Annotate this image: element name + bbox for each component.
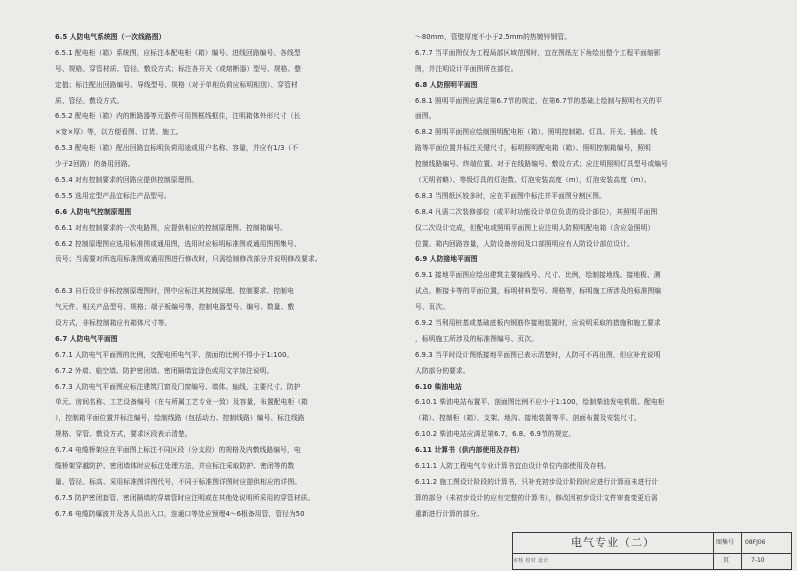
text-line: 算的部分（未初步设计的应有完整的计算书），修改因初步设计文件审查变更后需 xyxy=(415,493,658,502)
text-line: 6.9.3 当平时设计图纸接地平面图已表示清楚时，人防可不再出图，但应补充说明 xyxy=(415,350,661,359)
section-heading: 6.10 柴油电站 xyxy=(415,382,462,391)
text-line: 6.8.2 照明平面图应绘制照明配电柜（箱）、照明控制箱、灯具、开关、插座、线 xyxy=(415,128,658,137)
section-heading: 6.9 人防接地平面图 xyxy=(415,255,478,264)
text-line: 6.7.7 当平面图仅为工程局部区域范围时，宜在图纸左下角绘出整个工程平面缩影 xyxy=(415,48,661,57)
text-line: 图，并注明设计平面图所在部位。 xyxy=(415,64,518,73)
text-line: 缆桥架穿越防护、密闭墙体时应标注处理方法，并应标注采取防护、密闭等的数 xyxy=(55,462,295,471)
text-line: 6.8.3 当图纸区较多时，应在平面图中标注并平面图分割区图。 xyxy=(415,191,606,200)
text-line: ～80mm，管壁厚度不小于2.5mm的热镀锌钢管。 xyxy=(415,33,571,41)
text-line: 质、管径、敷设方式。 xyxy=(55,96,124,105)
text-line: （无明省略）、等级灯具的灯泡数、灯泡安装高度（m），灯泡安装高度（m）。 xyxy=(415,176,651,185)
text-line: 6.5.3 配电柜（箱）配出回路宜标明负荷用途或用户名称、容量，并应有1/3（不 xyxy=(55,144,299,153)
signoff-row: 审核 校对 设计 xyxy=(513,558,549,564)
text-line: 量、管径、标高、采用标准图详图代号，不同于标准图详图时应提供相应的详图。 xyxy=(55,477,302,486)
text-line: 定值；标注配出回路编号、导线型号、规格（对于单相负荷应标明相别）、穿管材 xyxy=(55,80,298,89)
right-column xyxy=(415,30,755,523)
page-number: 7-10 xyxy=(751,557,765,564)
text-line: 路等平面位置并标注关键尺寸，标明照明配电箱（箱）、照明控制箱编号，照明 xyxy=(415,144,651,153)
text-line: 6.9.2 当利用桩基或基础底板内钢筋作接地装置时，应说明采取的措施和施工要求 xyxy=(415,319,661,328)
text-line: 6.5.1 配电柜（箱）系统图，应标注本配电柜（箱）编号、进线回路编号、各线型 xyxy=(55,48,301,57)
title-block xyxy=(512,532,792,570)
text-line: 6.6.1 对有控制要求的一次电路图，应提供相应的控制原理图、控制箱编号。 xyxy=(55,223,288,232)
text-line: 6.11.1 人防工程电气专业计算书宜由设计单位内部使用及存档。 xyxy=(415,462,611,471)
text-line: 仅二次设计完成，但配电或照明平面图上应注明人防照明配电箱（含应急照明） xyxy=(415,223,655,232)
text-line: 6.10.2 柴油电站应满足第6.7、6.8、6.9节的规定。 xyxy=(415,430,576,439)
title-block-title: 电气专业（二） xyxy=(571,536,655,549)
text-line: 6.5.2 配电柜（箱）内的断路器等元器件可用图框线框住，注明箱体外形尺寸（长 xyxy=(55,112,301,121)
text-line: 试点、断接卡等的平面位置，标明材料型号、规格等，标明施工所涉及的标准图编 xyxy=(415,287,662,296)
section-heading: 6.5 人防电气系统图（一次线路图） xyxy=(55,33,166,41)
section-heading: 6.8 人防照明平面图 xyxy=(415,80,478,89)
set-number-label: 图集号 xyxy=(716,539,735,546)
text-line: 号、页次。 xyxy=(415,303,450,312)
section-heading: 6.6 人防电气控制原理图 xyxy=(55,207,132,216)
text-line: 6.11.2 施工图设计阶段的计算书，只补充初步设计阶段时应进行计算而未进行计 xyxy=(415,477,659,486)
text-line: 人防部分的要求。 xyxy=(415,366,470,375)
left-column xyxy=(55,30,400,523)
text-line: 6.7.1 人防电气平面图的比例，交配电所电气平、剖面的比例不得小于1:100。 xyxy=(55,350,294,359)
text-line: 6.10.1 柴油电站布置平、剖面图比例不应小于1:100，绘制柴油发电机组、配电柜 xyxy=(415,398,665,407)
text-line: 控制线路编号、终端位置。对于在线路编号、敷设方式；应注明照明灯具型号或编号 xyxy=(415,160,668,169)
text-line: 6.7.4 电缆桥架应在平面图上标注不同区段（分支段）的规格及内敷线路编号，电 xyxy=(55,446,301,455)
text-line: 位置、箱内回路容量，人防设备房间及口部照明应有人防设计部位设计。 xyxy=(415,239,634,248)
section-heading: 6.7 人防电气平面图 xyxy=(55,334,118,343)
text-line: ，标明施工所涉及的标准图编号、页次。 xyxy=(415,334,539,343)
set-number: 08FJ06 xyxy=(745,539,766,546)
text-line: 6.5.4 对有控制要求的回路应提供控制原理图。 xyxy=(55,176,199,185)
text-line: 6.7.3 人防电气平面图应标注建筑门窗及门窗编号、墙体、轴线，主要尺寸、防护 xyxy=(55,382,301,391)
text-line: 6.7.5 防护密闭套管、密闭隔墙的穿墙管时应注明或在其他处说明所采用的穿管材质。 xyxy=(55,493,315,502)
section-heading: 6.11 计算书（供内部使用及存档） xyxy=(415,446,524,455)
text-line: 页号；当需要对所选用标准图或通用图进行修改时，只需绘制修改部分并说明修改要求。 xyxy=(55,255,322,264)
text-line: ），控制箱平面位置并标注编号，绘制线路（包括动力、控制线路）编号、标注线路 xyxy=(55,414,305,423)
text-line: 6.6.3 自行设计非标控制原理图时，图中应标注其控制原理、控制要求、控制电 xyxy=(55,287,294,296)
text-line: 6.7.6 电缆防爆波井及各人员出入口，连通口等处应预埋4～6根备用管，管径为50 xyxy=(55,509,305,518)
text-line: 6.8.1 照明平面图应满足第6.7节的规定，在第6.7节的基础上绘制与照明有关的平 xyxy=(415,96,663,105)
text-line: ×宽×厚）等，以方便看图、订货、施工。 xyxy=(55,128,183,137)
text-line: 重新进行计算的部分。 xyxy=(415,509,484,518)
text-line: 规格、穿管、敷设方式，要求区段表示清楚。 xyxy=(55,430,192,439)
text-line: （箱）、控制柜（箱）、支架、地沟、接地装置等平、剖面布置及安装尺寸。 xyxy=(415,414,641,423)
text-line: 面图。 xyxy=(415,112,436,121)
text-line: 6.9.1 接地平面图应绘出建筑主要轴线号、尺寸、比例，绘制接地线、接地极、测 xyxy=(415,271,661,280)
text-line: 6.6.2 控制原理图应选用标准图或通用图，选用时应标明标准图或通用图图集号、 xyxy=(55,239,301,248)
text-line: 6.7.2 外墙、临空墙、防护密闭墙、密闭隔墙宜涂色或用文字加注说明。 xyxy=(55,366,274,375)
text-line: 少于2回路）的备用回路。 xyxy=(55,160,135,169)
text-line: 号、规格、穿管材质、管径、敷设方式；标注各开关（或熔断器）型号、规格、整 xyxy=(55,64,302,73)
text-line: 6.8.4 凡需二次装修部位（或平时功能设计单位负责的设计部位），其照明平面图 xyxy=(415,207,658,216)
text-line xyxy=(55,268,400,284)
text-line: 气元件、相关产品型号、规格；端子板编号等，控制电器型号、编号、数量、敷 xyxy=(55,303,295,312)
text-line: 设方式，非标控制箱应有箱体尺寸等。 xyxy=(55,319,172,328)
page-label: 页 xyxy=(723,557,730,564)
text-line: 单元、房间名称、工艺设备编号（在与所属工艺专业一致）及容量，布置配电柜（箱 xyxy=(55,398,308,407)
text-line: 6.5.5 选用定型产品宜标注产品型号。 xyxy=(55,191,171,200)
